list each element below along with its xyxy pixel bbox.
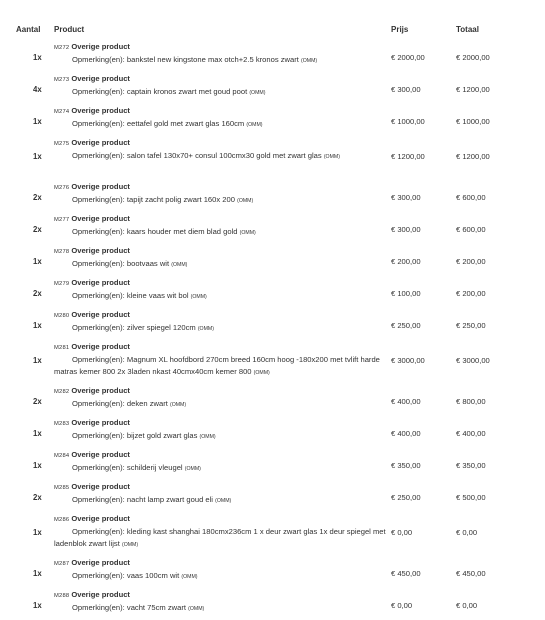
- remark-prefix: Opmerking(en):: [72, 527, 125, 536]
- product-code: M286: [54, 517, 70, 523]
- product-code: M282: [54, 389, 70, 395]
- product-code: M273: [54, 77, 70, 83]
- remark-text: schilderij vleugel: [126, 463, 183, 472]
- remark-text: deken zwart: [126, 399, 168, 408]
- row-product: [54, 181, 386, 207]
- product-title: Overige product: [71, 310, 130, 319]
- table-header: [0, 25, 545, 39]
- remark-prefix: Opmerking(en):: [72, 151, 125, 160]
- product-title: Overige product: [71, 42, 130, 51]
- product-remark: [54, 354, 386, 379]
- product-remark: [54, 398, 386, 411]
- row-qty: 1x: [33, 461, 42, 470]
- product-title: Overige product: [71, 214, 130, 223]
- remark-prefix: Opmerking(en):: [72, 603, 125, 612]
- row-total: € 800,00: [456, 397, 486, 406]
- table-row: [0, 39, 545, 71]
- remark-prefix: Opmerking(en):: [72, 227, 125, 236]
- row-qty: 1x: [33, 321, 42, 330]
- table-row: [0, 179, 545, 211]
- row-total: € 0,00: [456, 601, 478, 610]
- remark-omm: (OMM): [188, 606, 205, 612]
- remark-omm: (OMM): [171, 262, 188, 268]
- row-qty: 2x: [33, 397, 42, 406]
- row-total: € 600,00: [456, 225, 486, 234]
- product-title: Overige product: [71, 106, 130, 115]
- header-qty: Aantal: [16, 25, 41, 34]
- row-price: € 400,00: [391, 397, 421, 406]
- table-row: [0, 211, 545, 243]
- product-remark: [54, 226, 386, 239]
- row-product: [54, 341, 386, 379]
- remark-prefix: Opmerking(en):: [72, 87, 125, 96]
- row-product: [54, 277, 386, 303]
- product-title: Overige product: [71, 514, 130, 523]
- row-qty: 2x: [33, 193, 42, 202]
- row-total: € 1000,00: [456, 117, 490, 126]
- table-row: [0, 339, 545, 383]
- product-code: M287: [54, 561, 70, 567]
- row-total: € 500,00: [456, 493, 486, 502]
- row-price: € 250,00: [391, 321, 421, 330]
- table-row: [0, 103, 545, 135]
- remark-omm: (OMM): [184, 466, 201, 472]
- row-total: € 3000,00: [456, 356, 490, 365]
- product-code: M283: [54, 421, 70, 427]
- row-price: € 300,00: [391, 193, 421, 202]
- table-row: [0, 135, 545, 179]
- row-qty: 1x: [33, 356, 42, 365]
- row-qty: 1x: [33, 53, 42, 62]
- product-title: Overige product: [71, 246, 130, 255]
- product-title: Overige product: [71, 342, 130, 351]
- header-total: Totaal: [456, 25, 479, 34]
- remark-text: tapijt zacht polig zwart 160x 200: [126, 195, 235, 204]
- product-remark: [54, 118, 386, 131]
- table-row: [0, 243, 545, 275]
- remark-omm: (OMM): [301, 58, 318, 64]
- remark-text: kaars houder met diem blad gold: [126, 227, 238, 236]
- remark-prefix: Opmerking(en):: [72, 55, 125, 64]
- product-code: M275: [54, 141, 70, 147]
- row-product: [54, 245, 386, 271]
- row-price: € 1000,00: [391, 117, 425, 126]
- line-items: [0, 39, 545, 619]
- remark-prefix: Opmerking(en):: [72, 355, 125, 364]
- row-price: € 300,00: [391, 225, 421, 234]
- row-total: € 600,00: [456, 193, 486, 202]
- remark-prefix: Opmerking(en):: [72, 495, 125, 504]
- product-title: Overige product: [71, 74, 130, 83]
- remark-prefix: Opmerking(en):: [72, 463, 125, 472]
- row-product: [54, 73, 386, 99]
- row-product: [54, 589, 386, 615]
- product-code: M288: [54, 593, 70, 599]
- product-code: M284: [54, 453, 70, 459]
- row-product: [54, 41, 386, 67]
- remark-omm: (OMM): [197, 326, 214, 332]
- remark-omm: (OMM): [239, 230, 256, 236]
- product-remark: [54, 54, 386, 67]
- row-product: [54, 513, 386, 551]
- remark-text: bootvaas wit: [126, 259, 170, 268]
- remark-text: bijzet gold zwart glas: [126, 431, 198, 440]
- table-row: [0, 415, 545, 447]
- product-code: M274: [54, 109, 70, 115]
- row-price: € 2000,00: [391, 53, 425, 62]
- remark-text: salon tafel 130x70+ consul 100cmx30 gold met zwart glas: [126, 151, 322, 160]
- remark-omm: (OMM): [190, 294, 207, 300]
- row-qty: 1x: [33, 152, 42, 161]
- remark-text: bankstel new kingstone max otch+2.5 kronos zwart: [126, 55, 299, 64]
- product-title: Overige product: [71, 386, 130, 395]
- remark-prefix: Opmerking(en):: [72, 431, 125, 440]
- row-price: € 400,00: [391, 429, 421, 438]
- remark-text: kleding kast shanghai 180cmx236cm 1 x deur zwart glas 1x deur spiegel met ladenblok zwart lijst: [54, 527, 386, 548]
- product-title: Overige product: [71, 558, 130, 567]
- product-code: M285: [54, 485, 70, 491]
- remark-prefix: Opmerking(en):: [72, 119, 125, 128]
- product-remark: [54, 86, 386, 99]
- row-price: € 450,00: [391, 569, 421, 578]
- remark-text: vacht 75cm zwart: [126, 603, 186, 612]
- product-code: M272: [54, 45, 70, 51]
- remark-omm: (OMM): [249, 90, 266, 96]
- row-price: € 1200,00: [391, 152, 425, 161]
- row-total: € 1200,00: [456, 85, 490, 94]
- product-remark: [54, 150, 386, 163]
- table-row: [0, 383, 545, 415]
- remark-omm: (OMM): [237, 198, 254, 204]
- product-code: M281: [54, 345, 70, 351]
- remark-text: captain kronos zwart met goud poot: [126, 87, 248, 96]
- row-price: € 200,00: [391, 257, 421, 266]
- row-total: € 350,00: [456, 461, 486, 470]
- remark-omm: (OMM): [253, 370, 270, 376]
- product-remark: [54, 570, 386, 583]
- row-total: € 0,00: [456, 528, 478, 537]
- product-remark: [54, 194, 386, 207]
- row-total: € 2000,00: [456, 53, 490, 62]
- remark-omm: (OMM): [199, 434, 216, 440]
- product-remark: [54, 290, 386, 303]
- remark-omm: (OMM): [121, 542, 139, 548]
- remark-prefix: Opmerking(en):: [72, 323, 125, 332]
- remark-omm: (OMM): [215, 498, 232, 504]
- row-total: € 200,00: [456, 289, 486, 298]
- remark-prefix: Opmerking(en):: [72, 195, 125, 204]
- product-title: Overige product: [71, 278, 130, 287]
- row-product: [54, 385, 386, 411]
- row-price: € 0,00: [391, 528, 413, 537]
- product-remark: [54, 526, 386, 551]
- product-code: M276: [54, 185, 70, 191]
- remark-prefix: Opmerking(en):: [72, 259, 125, 268]
- product-title: Overige product: [71, 590, 130, 599]
- row-product: [54, 557, 386, 583]
- product-code: M279: [54, 281, 70, 287]
- product-remark: [54, 322, 386, 335]
- row-qty: 1x: [33, 429, 42, 438]
- row-product: [54, 213, 386, 239]
- row-qty: 2x: [33, 289, 42, 298]
- remark-prefix: Opmerking(en):: [72, 291, 125, 300]
- product-remark: [54, 494, 386, 507]
- product-remark: [54, 430, 386, 443]
- row-qty: 2x: [33, 493, 42, 502]
- product-remark: [54, 602, 386, 615]
- table-row: [0, 71, 545, 103]
- remark-text: eettafel gold met zwart glas 160cm: [126, 119, 245, 128]
- product-title: Overige product: [71, 450, 130, 459]
- row-product: [54, 449, 386, 475]
- row-product: [54, 417, 386, 443]
- product-code: M278: [54, 249, 70, 255]
- remark-omm: (OMM): [169, 402, 187, 408]
- row-qty: 2x: [33, 225, 42, 234]
- remark-prefix: Opmerking(en):: [72, 571, 125, 580]
- header-product: Product: [54, 25, 85, 34]
- remark-omm: (OMM): [246, 122, 263, 128]
- table-row: [0, 555, 545, 587]
- row-total: € 400,00: [456, 429, 486, 438]
- row-total: € 200,00: [456, 257, 486, 266]
- row-qty: 1x: [33, 117, 42, 126]
- row-product: [54, 309, 386, 335]
- table-row: [0, 587, 545, 619]
- product-remark: [54, 462, 386, 475]
- row-product: [54, 481, 386, 507]
- row-qty: 1x: [33, 528, 42, 537]
- product-code: M280: [54, 313, 70, 319]
- row-price: € 350,00: [391, 461, 421, 470]
- row-qty: 1x: [33, 257, 42, 266]
- table-row: [0, 479, 545, 511]
- row-qty: 1x: [33, 601, 42, 610]
- product-title: Overige product: [71, 182, 130, 191]
- row-price: € 300,00: [391, 85, 421, 94]
- remark-prefix: Opmerking(en):: [72, 399, 125, 408]
- product-title: Overige product: [71, 138, 130, 147]
- remark-text: kleine vaas wit bol: [126, 291, 189, 300]
- row-qty: 4x: [33, 85, 42, 94]
- remark-text: Magnum XL hoofdbord 270cm breed 160cm hoog -180x200 met tvlift harde matras kemer 800 2x 3laden nkast 40cmx40cm kemer 800: [54, 355, 380, 376]
- row-price: € 250,00: [391, 493, 421, 502]
- row-price: € 3000,00: [391, 356, 425, 365]
- row-total: € 1200,00: [456, 152, 490, 161]
- row-product: [54, 105, 386, 131]
- row-total: € 250,00: [456, 321, 486, 330]
- product-code: M277: [54, 217, 70, 223]
- remark-omm: (OMM): [323, 154, 340, 160]
- table-row: [0, 275, 545, 307]
- row-price: € 0,00: [391, 601, 413, 610]
- product-title: Overige product: [71, 482, 130, 491]
- remark-text: vaas 100cm wit: [126, 571, 180, 580]
- remark-text: nacht lamp zwart goud eli: [126, 495, 213, 504]
- product-title: Overige product: [71, 418, 130, 427]
- header-price: Prijs: [391, 25, 409, 34]
- table-row: [0, 447, 545, 479]
- table-row: [0, 511, 545, 555]
- row-qty: 1x: [33, 569, 42, 578]
- row-total: € 450,00: [456, 569, 486, 578]
- row-price: € 100,00: [391, 289, 421, 298]
- row-product: [54, 137, 386, 163]
- product-remark: [54, 258, 386, 271]
- remark-text: zilver spiegel 120cm: [126, 323, 196, 332]
- table-row: [0, 307, 545, 339]
- remark-omm: (OMM): [181, 574, 198, 580]
